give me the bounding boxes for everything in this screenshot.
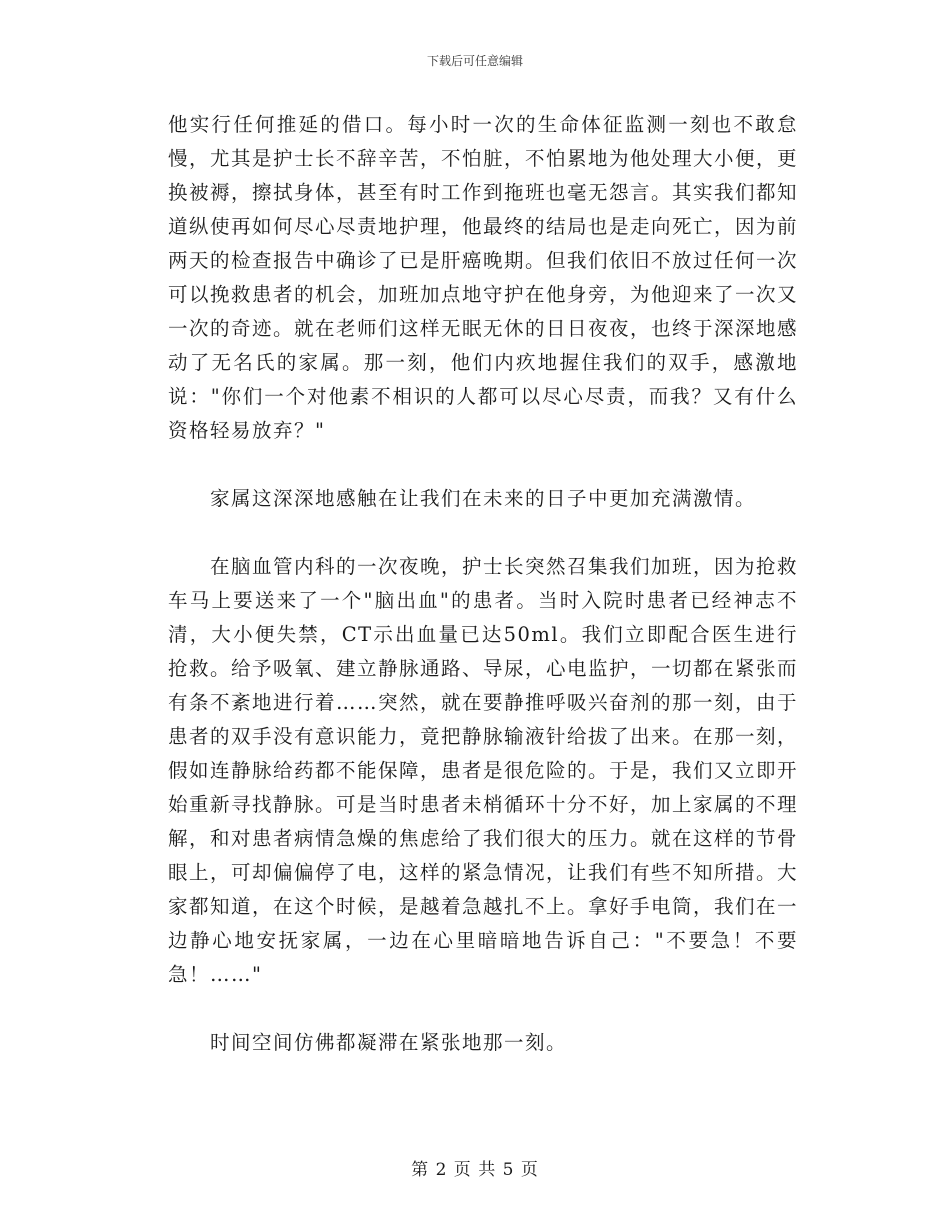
paragraph-1: 他实行任何推延的借口。每小时一次的生命体征监测一刻也不敢怠慢，尤其是护士长不辞辛苦，不怕脏，不怕累地为他处理大小便，更换被褥，擦拭身体，甚至有时工作到拖班也毫无怨言。其实我们都知道纵使再如何尽心尽责地护理，他最终的结局也是走向死亡，因为前两天的检查报告中确诊了已是肝癌晚期。但我们依旧不放过任何一次可以挽救患者的机会，加班加点地守护在他身旁，为他迎来了一次又一次的奇迹。就在老师们这样无眠无休的日日夜夜，也终于深深地感动了无名氏的家属。那一刻，他们内疚地握住我们的双手，感激地说："你们一个对他素不相识的人都可以尽心尽责，而我？又有什么资格轻易放弃？" [168,113,799,442]
page-header: 下载后可任意编辑 [426,54,523,68]
paragraph-4: 时间空间仿佛都凝滞在紧张地那一刻。 [210,1031,568,1054]
document-body [168,108,798,1060]
paragraph-2: 家属这深深地感触在让我们在未来的日子中更加充满激情。 [210,487,757,510]
paragraph-3: 在脑血管内科的一次夜晚，护士长突然召集我们加班，因为抢救车马上要送来了一个"脑出血"的患者。当时入院时患者已经神志不清，大小便失禁，CT示出血量已达50ml。我们立即配合医生进行抢救。给予吸氧、建立静脉通路、导尿，心电监护，一切都在紧张而有条不紊地进行着……突然，就在要静推呼吸兴奋剂的那一刻，由于患者的双手没有意识能力，竟把静脉输液针给拔了出来。在那一刻，假如连静脉给药都不能保障，患者是很危险的。于是，我们又立即开始重新寻找静脉。可是当时患者未梢循环十分不好，加上家属的不理解，和对患者病情急燥的焦虑给了我们很大的压力。就在这样的节骨眼上，可却偏偏停了电，这样的紧急情况，让我们有些不知所措。大家都知道，在这个时候，是越着急越扎不上。拿好手电筒，我们在一边静心地安抚家属，一边在心里暗暗地告诉自己："不要急！不要急！……" [168,555,799,986]
page-number-footer: 第 2 页 共 5 页 [411,1160,539,1180]
